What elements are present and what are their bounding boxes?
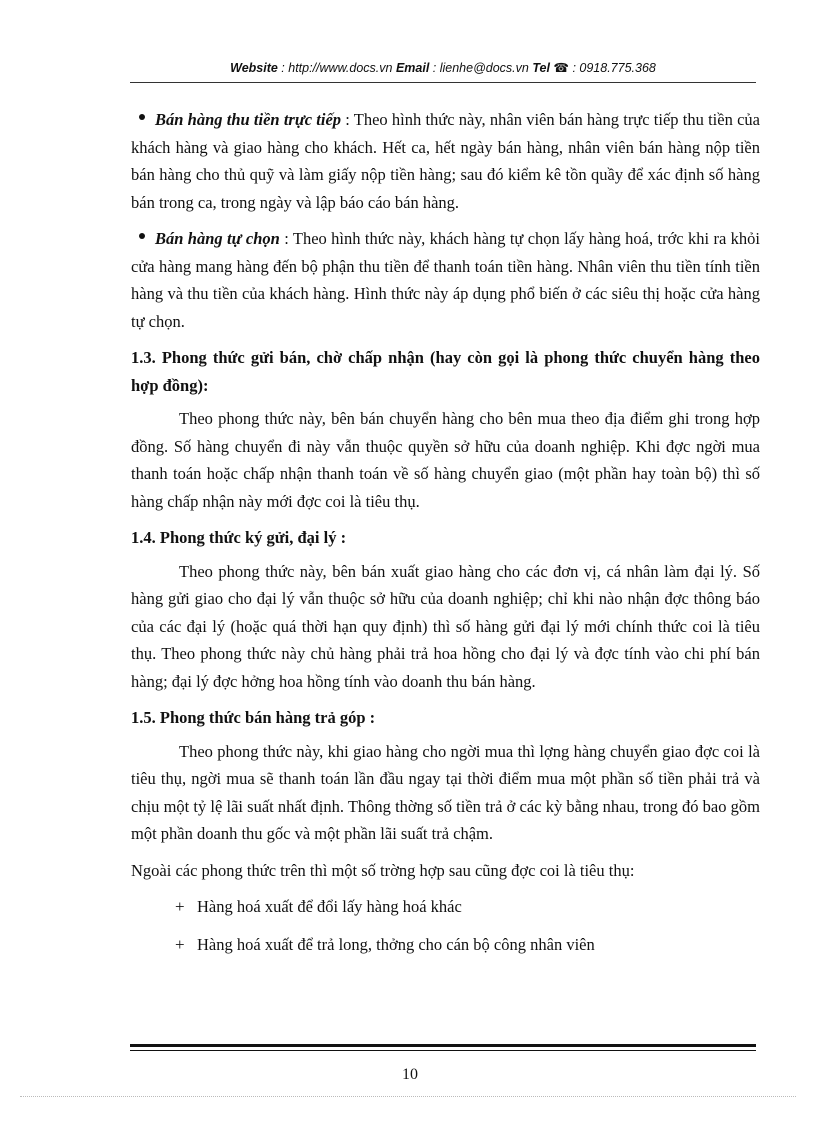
bullet-text: : Theo hình thức này, khách hàng tự chọn lấy hàng hoá, trớc khi ra khỏi cửa hàng mang hàng đến bộ phận thu tiền để thanh toán tiền hàng. Nhân viên thu tiền tính tiền hàng và thu tiền của khách hàng. Hình thức này áp dụng phổ biến ở các siêu thị hoặc cửa hàng tự chọn. xyxy=(131,229,760,331)
tel-label: Tel xyxy=(532,61,550,75)
page-header xyxy=(130,60,756,75)
bullet-lead: Bán hàng thu tiền trực tiếp xyxy=(155,110,342,129)
email-value[interactable]: : lienhe@docs.vn xyxy=(429,61,533,75)
paragraph-1-3: Theo phong thức này, bên bán chuyển hàng cho bên mua theo địa điểm ghi trong hợp đồng. Số hàng chuyển đi này vẫn thuộc quyền sở hữu của doanh nghiệp. Khi đợc ngời mua thanh toán hoặc chấp nhận thanh toán về số hàng chuyển giao (một phần hay toàn bộ) thì số hàng chấp nhận này mới đợc coi là tiêu thụ. xyxy=(131,409,760,511)
paragraph-1-4: Theo phong thức này, bên bán xuất giao hàng cho các đơn vị, cá nhân làm đại lý. Số hàng gửi giao cho đại lý vẫn thuộc sở hữu của doanh nghiệp; chỉ khi nào nhận đợc thông báo của các đại lý (hoặc quá thời hạn quy định) thì số hàng gửi đại lý mới chính thức coi là tiêu thụ. Theo phong thức này chủ hàng phải trả hoa hồng cho đại lý và đợc tính vào chi phí bán hàng; đại lý đợc hởng hoa hồng tính vào doanh thu bán hàng. xyxy=(131,561,760,691)
email-label: Email xyxy=(395,61,430,75)
section-heading-1-3: 1.3. Phong thức gửi bán, chờ chấp nhận (hay còn gọi là phong thức chuyển hàng theo hợp đồng): xyxy=(131,348,760,395)
website-label: Website xyxy=(230,61,278,75)
plus-icon: + xyxy=(175,935,185,954)
bullet-paragraph-self-service xyxy=(131,225,760,335)
list-item-text: Hàng hoá xuất để đổi lấy hàng hoá khác xyxy=(197,897,462,916)
section-heading-1-4: 1.4. Phong thức ký gửi, đại lý : xyxy=(131,528,347,547)
list-item-text: Hàng hoá xuất để trả long, thởng cho cán bộ công nhân viên xyxy=(197,935,595,954)
section-heading-1-5: 1.5. Phong thức bán hàng trả góp : xyxy=(131,708,376,727)
tel-value: ☎ : 0918.775.368 xyxy=(549,61,656,75)
header-divider xyxy=(130,82,756,83)
list-item xyxy=(175,893,760,921)
bullet-lead: Bán hàng tự chọn xyxy=(155,229,280,248)
footer-divider-thick xyxy=(130,1044,756,1047)
footer-divider-thin xyxy=(130,1050,756,1051)
paragraph-other-cases: Ngoài các phong thức trên thì một số trờng hợp sau cũng đợc coi là tiêu thụ: xyxy=(131,860,635,880)
list-item xyxy=(175,931,760,959)
paragraph-1-5: Theo phong thức này, khi giao hàng cho ngời mua thì lợng hàng chuyển giao đợc coi là tiêu thụ, ngời mua sẽ thanh toán lần đầu ngay tại thời điểm mua một phần số tiền phải trả và chịu một tỷ lệ lãi suất nhất định. Thông thờng số tiền trả ở các kỳ bằng nhau, trong đó bao gồm một phần doanh thu gốc và một phần lãi suất trả chậm. xyxy=(131,741,760,843)
document-body xyxy=(131,106,760,969)
page-number: 10 xyxy=(402,1066,418,1083)
page-edge xyxy=(20,1096,796,1097)
bullet-icon xyxy=(139,233,145,239)
plus-icon: + xyxy=(175,897,185,916)
bullet-paragraph-direct-sales xyxy=(131,106,760,216)
website-value[interactable]: : http://www.docs.vn xyxy=(277,61,396,75)
bullet-icon xyxy=(139,114,145,120)
bullet-text: : Theo hình thức này, nhân viên bán hàng trực tiếp thu tiền của khách hàng và giao hàng cho khách. Hết ca, hết ngày bán hàng, nhân viên bán hàng nộp tiền bán hàng cho thủ quỹ và làm giấy nộp tiền hàng; sau đó kiểm kê tồn quầy để xác định số hàng bán trong ca, trong ngày và lập báo cáo bán hàng. xyxy=(131,110,760,212)
